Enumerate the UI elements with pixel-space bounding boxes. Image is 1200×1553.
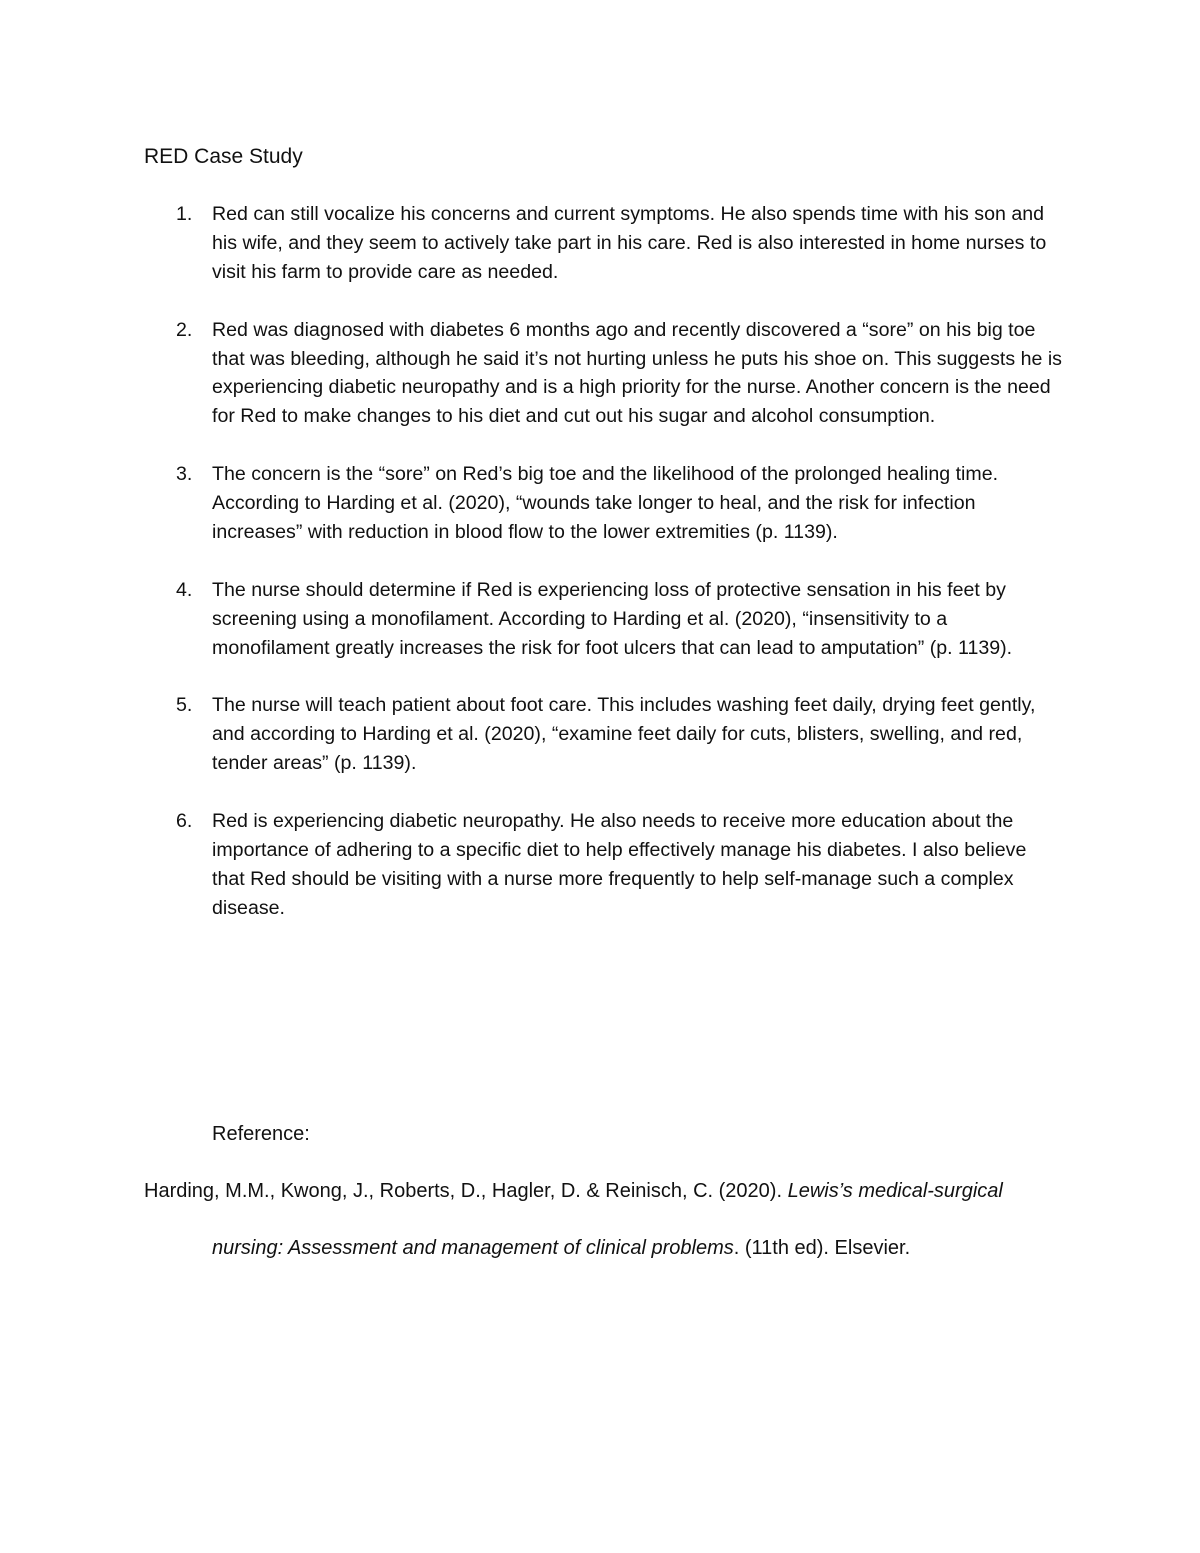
list-item <box>144 200 1064 287</box>
list-item <box>144 460 1064 547</box>
list-item-text: Red was diagnosed with diabetes 6 months ago and recently discovered a “sore” on his big toe that was bleeding, although he said it’s not hurting unless he puts his shoe on. This suggests he is experiencing diabetic neuropathy and is a high priority for the nurse. Another concern is the need for Red to make changes to his diet and cut out his sugar and alcohol consumption. <box>212 318 1062 428</box>
list-item-number: 2. <box>176 318 193 341</box>
case-study-answers-list <box>144 200 1064 951</box>
list-item <box>144 807 1064 923</box>
list-item-number: 5. <box>176 694 193 717</box>
list-item-text: Red can still vocalize his concerns and current symptoms. He also spends time with his son and his wife, and they seem to actively take part in his care. Red is also interested in home nurses to visit his farm to provide care as needed. <box>212 203 1047 283</box>
citation-second-line <box>212 1234 910 1263</box>
list-item <box>144 576 1064 663</box>
list-item-number: 1. <box>176 203 193 225</box>
citation-book-title-part1: Lewis’s medical-surgical <box>787 1180 1003 1202</box>
list-item-text: The concern is the “sore” on Red’s big toe and the likelihood of the prolonged healing time. According to Harding et al. (2020), “wounds take longer to heal, and the risk for infection increases” with reduction in blood flow to the lower extremities (p. 1139). <box>212 463 999 543</box>
list-item-number: 4. <box>176 578 193 601</box>
citation-edition-publisher: . (11th ed). Elsevier. <box>733 1237 911 1259</box>
reference-heading: Reference: <box>212 1123 310 1145</box>
list-item-text: The nurse will teach patient about foot care. This includes washing feet daily, drying feet gently, and according to Harding et al. (2020), “examine feet daily for cuts, blisters, swelling, and red, tender areas” (p. 1139). <box>212 694 1036 775</box>
list-item <box>144 316 1064 432</box>
list-item-text: The nurse should determine if Red is experiencing loss of protective sensation in his feet by screening using a monofilament. According to Harding et al. (2020), “insensitivity to a monofilament greatly increases the risk for foot ulcers that can lead to amputation” (p. 1139). <box>212 578 1013 659</box>
list-item <box>144 691 1064 778</box>
list-item-number: 6. <box>176 809 193 832</box>
citation-authors: Harding, M.M., Kwong, J., Roberts, D., Hagler, D. & Reinisch, C. (2020). <box>144 1180 788 1202</box>
list-item-number: 3. <box>176 463 193 486</box>
citation-first-line <box>144 1177 1003 1206</box>
document-title: RED Case Study <box>144 145 303 168</box>
citation-book-title-part2: nursing: Assessment and management of clinical problems <box>212 1237 734 1259</box>
list-item-text: Red is experiencing diabetic neuropathy. He also needs to receive more education about the importance of adhering to a specific diet to help effectively manage his diabetes. I also believe that Red should be visiting with a nurse more frequently to help self-manage such a complex disease. <box>212 809 1027 919</box>
